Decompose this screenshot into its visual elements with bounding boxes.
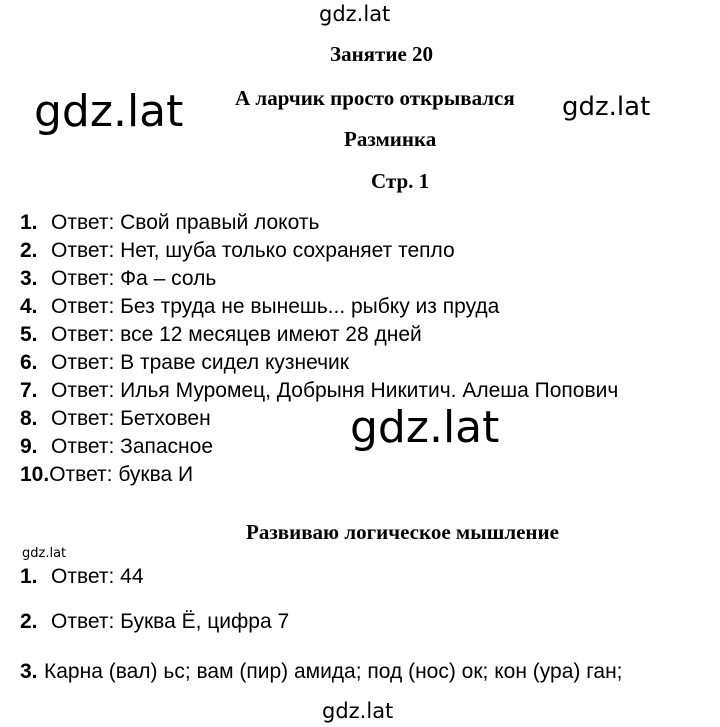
answer-item bbox=[20, 211, 319, 235]
logic-item bbox=[20, 660, 623, 684]
answer-number: 9. bbox=[20, 435, 38, 458]
answer-text: Ответ: все 12 месяцев имеют 28 дней bbox=[51, 323, 422, 346]
answer-number: 7. bbox=[20, 379, 38, 402]
answer-number: 6. bbox=[20, 351, 38, 374]
answer-text: Ответ: буква И bbox=[49, 463, 194, 486]
answer-text: Ответ: Бетховен bbox=[51, 407, 211, 430]
watermark-right: gdz.lat bbox=[562, 92, 651, 122]
logic-number: 1. bbox=[20, 565, 38, 588]
logic-text: Ответ: Буква Ё, цифра 7 bbox=[51, 610, 290, 633]
chapter-title: А ларчик просто открывался bbox=[235, 86, 515, 110]
answer-text: Ответ: Фа – соль bbox=[51, 267, 217, 290]
answer-number: 1. bbox=[20, 211, 38, 234]
watermark-top: gdz.lat bbox=[319, 2, 391, 26]
logic-text: Карна (вал) ьс; вам (пир) амида; под (нос) ок; кон (ура) ган; bbox=[44, 660, 623, 683]
answer-item bbox=[20, 351, 349, 375]
lesson-title: Занятие 20 bbox=[330, 42, 434, 66]
answer-number: 3. bbox=[20, 267, 38, 290]
answer-number: 4. bbox=[20, 295, 38, 318]
answer-text: Ответ: Илья Муромец, Добрыня Никитич. Алеша Попович bbox=[51, 379, 619, 402]
logic-item bbox=[20, 610, 289, 634]
watermark-small-left: gdz.lat bbox=[22, 546, 67, 561]
watermark-center: gdz.lat bbox=[350, 402, 500, 453]
logic-number: 2. bbox=[20, 610, 38, 633]
answer-item bbox=[20, 379, 618, 403]
answer-text: Ответ: В траве сидел кузнечик bbox=[51, 351, 349, 374]
logic-section-title: Развиваю логическое мышление bbox=[246, 520, 559, 544]
answer-item bbox=[20, 463, 193, 487]
section-title: Разминка bbox=[344, 127, 437, 151]
logic-number: 3. bbox=[20, 660, 38, 683]
answer-item bbox=[20, 407, 211, 431]
answer-number: 10. bbox=[20, 463, 50, 486]
answer-item bbox=[20, 295, 499, 319]
answer-text: Ответ: Запасное bbox=[51, 435, 214, 458]
page-number: Стр. 1 bbox=[371, 169, 430, 193]
answer-number: 8. bbox=[20, 407, 38, 430]
answer-item bbox=[20, 323, 422, 347]
watermark-big-left: gdz.lat bbox=[34, 86, 184, 137]
answer-number: 5. bbox=[20, 323, 38, 346]
watermark-bottom: gdz.lat bbox=[322, 699, 394, 723]
answer-item bbox=[20, 435, 213, 459]
logic-text: Ответ: 44 bbox=[51, 565, 144, 588]
answer-text: Ответ: Свой правый локоть bbox=[51, 211, 320, 234]
logic-item bbox=[20, 565, 144, 589]
answer-number: 2. bbox=[20, 239, 38, 262]
answer-item bbox=[20, 267, 216, 291]
answer-item bbox=[20, 239, 455, 263]
answer-text: Ответ: Без труда не вынешь... рыбку из пруда bbox=[51, 295, 500, 318]
answer-text: Ответ: Нет, шуба только сохраняет тепло bbox=[51, 239, 455, 262]
